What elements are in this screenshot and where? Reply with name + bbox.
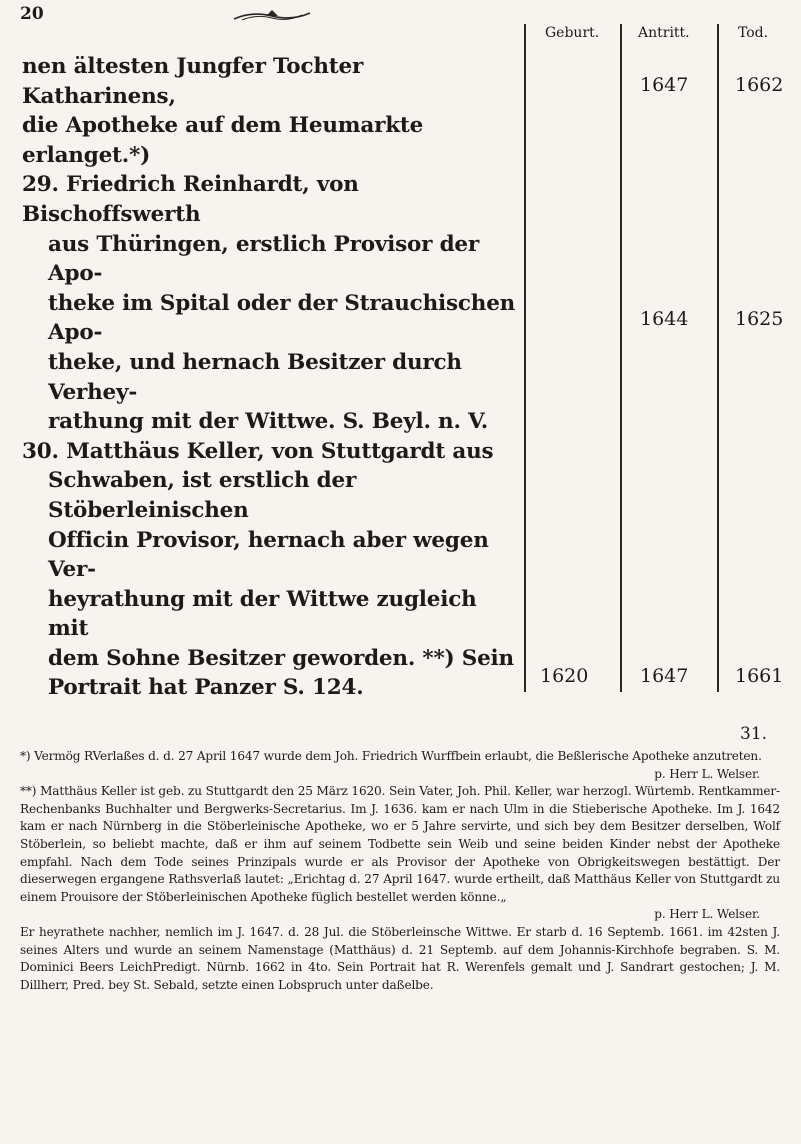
column-header-tod: Tod. bbox=[738, 25, 769, 41]
text-line: Officin Provisor, hernach aber wegen Ver- bbox=[48, 527, 489, 583]
geburt-year: 1620 bbox=[540, 665, 589, 687]
column-rule bbox=[717, 24, 719, 692]
text-line: 29. Friedrich Reinhardt, von Bischoffswerth bbox=[22, 172, 359, 227]
antritt-year: 1647 bbox=[640, 665, 689, 687]
text-line: theke im Spital oder der Strauchischen Apo- bbox=[48, 290, 516, 346]
text-line: Portrait hat Panzer S. 124. bbox=[48, 675, 364, 701]
text-line: 30. Matthäus Keller, von Stuttgardt aus bbox=[22, 438, 494, 464]
antritt-year: 1644 bbox=[640, 308, 689, 330]
text-line: theke, und hernach Besitzer durch Verhey- bbox=[48, 349, 462, 405]
page-number: 20 bbox=[20, 4, 44, 24]
text-line: aus Thüringen, erstlich Provisor der Apo- bbox=[48, 231, 480, 287]
catchword: 31. bbox=[740, 724, 768, 744]
tod-year: 1662 bbox=[735, 74, 784, 96]
column-header-antritt: Antritt. bbox=[638, 25, 690, 41]
text-line: Schwaben, ist erstlich der Stöberleinischen bbox=[48, 468, 357, 523]
footnotes bbox=[20, 748, 780, 994]
tod-year: 1625 bbox=[735, 308, 784, 330]
column-header-geburt: Geburt. bbox=[545, 25, 600, 41]
text-line: heyrathung mit der Wittwe zugleich mit bbox=[48, 586, 477, 642]
column-rule bbox=[620, 24, 622, 692]
text-line: die Apotheke auf dem Heumarkte erlanget.*) bbox=[22, 113, 424, 168]
text-line: dem Sohne Besitzer geworden. **) Sein bbox=[48, 645, 514, 671]
antritt-year: 1647 bbox=[640, 74, 689, 96]
footnote: **) Matthäus Keller ist geb. zu Stuttgardt den 25 März 1620. Sein Vater, Joh. Phil. Keller, war herzogl. Würtemb. Rentkammer-Rechenbanks Buchhalter und Bergwerks-Secretarius. Im J. 1636. kam er nach Ulm in die Stieberische Apotheke. Im J. 1642 kam er nach Nürnberg in die Stöberleinische Apotheke, wo er 5 Jahre servirte, und sich bey dem Besitzer derselben, Wolf Stöberlein, so beliebt machte, daß er ihm auf seinem Todbette sein Weib und seine beiden Kinder nebst der Apotheke empfahl. Nach dem Tode seines Prinzipals wurde er als Provisor der Apotheke von Obrigkeitswegen bestättigt. Der dieserwegen ergangene Rathsverlaß lautet: „Erichtag d. 27 April 1647. wurde ertheilt, daß Matthäus Keller von Stuttgardt zu einem Prouisore der Stöberleinischen Apotheke füglich bestellet werden könne.„ bbox=[20, 784, 780, 904]
column-rule bbox=[524, 24, 526, 692]
tod-year: 1661 bbox=[735, 665, 784, 687]
footnote-signature: p. Herr L. Welser. bbox=[654, 766, 760, 781]
printer-ornament bbox=[232, 8, 312, 24]
footnote: Er heyrathete nachher, nemlich im J. 1647. d. 28 Jul. die Stöberleinsche Wittwe. Er starb d. 16 Septemb. 1661. im 42sten J. seines Alters und wurde an seinem Namenstage (Matthäus) d. 21 Septemb. auf dem Johannis-Kirchhofe begraben. S. M. Dominici Beers LeichPredigt. Nürnb. 1662 in 4to. Sein Portrait hat R. Werenfels gemalt und J. Sandrart gestochen; J. M. Dillherr, Pred. bey St. Sebald, setzte einen Lobspruch unter daßelbe. bbox=[20, 924, 780, 992]
footnote: *) Vermög RVerlaßes d. d. 27 April 1647 wurde dem Joh. Friedrich Wurffbein erlaubt, die Beßlerische Apotheke anzutreten. bbox=[20, 749, 762, 763]
text-line: rathung mit der Wittwe. S. Beyl. n. V. bbox=[48, 409, 489, 435]
main-text bbox=[22, 52, 522, 703]
footnote-signature: p. Herr L. Welser. bbox=[654, 907, 760, 922]
text-line: nen ältesten Jungfer Tochter Katharinens, bbox=[22, 54, 364, 109]
